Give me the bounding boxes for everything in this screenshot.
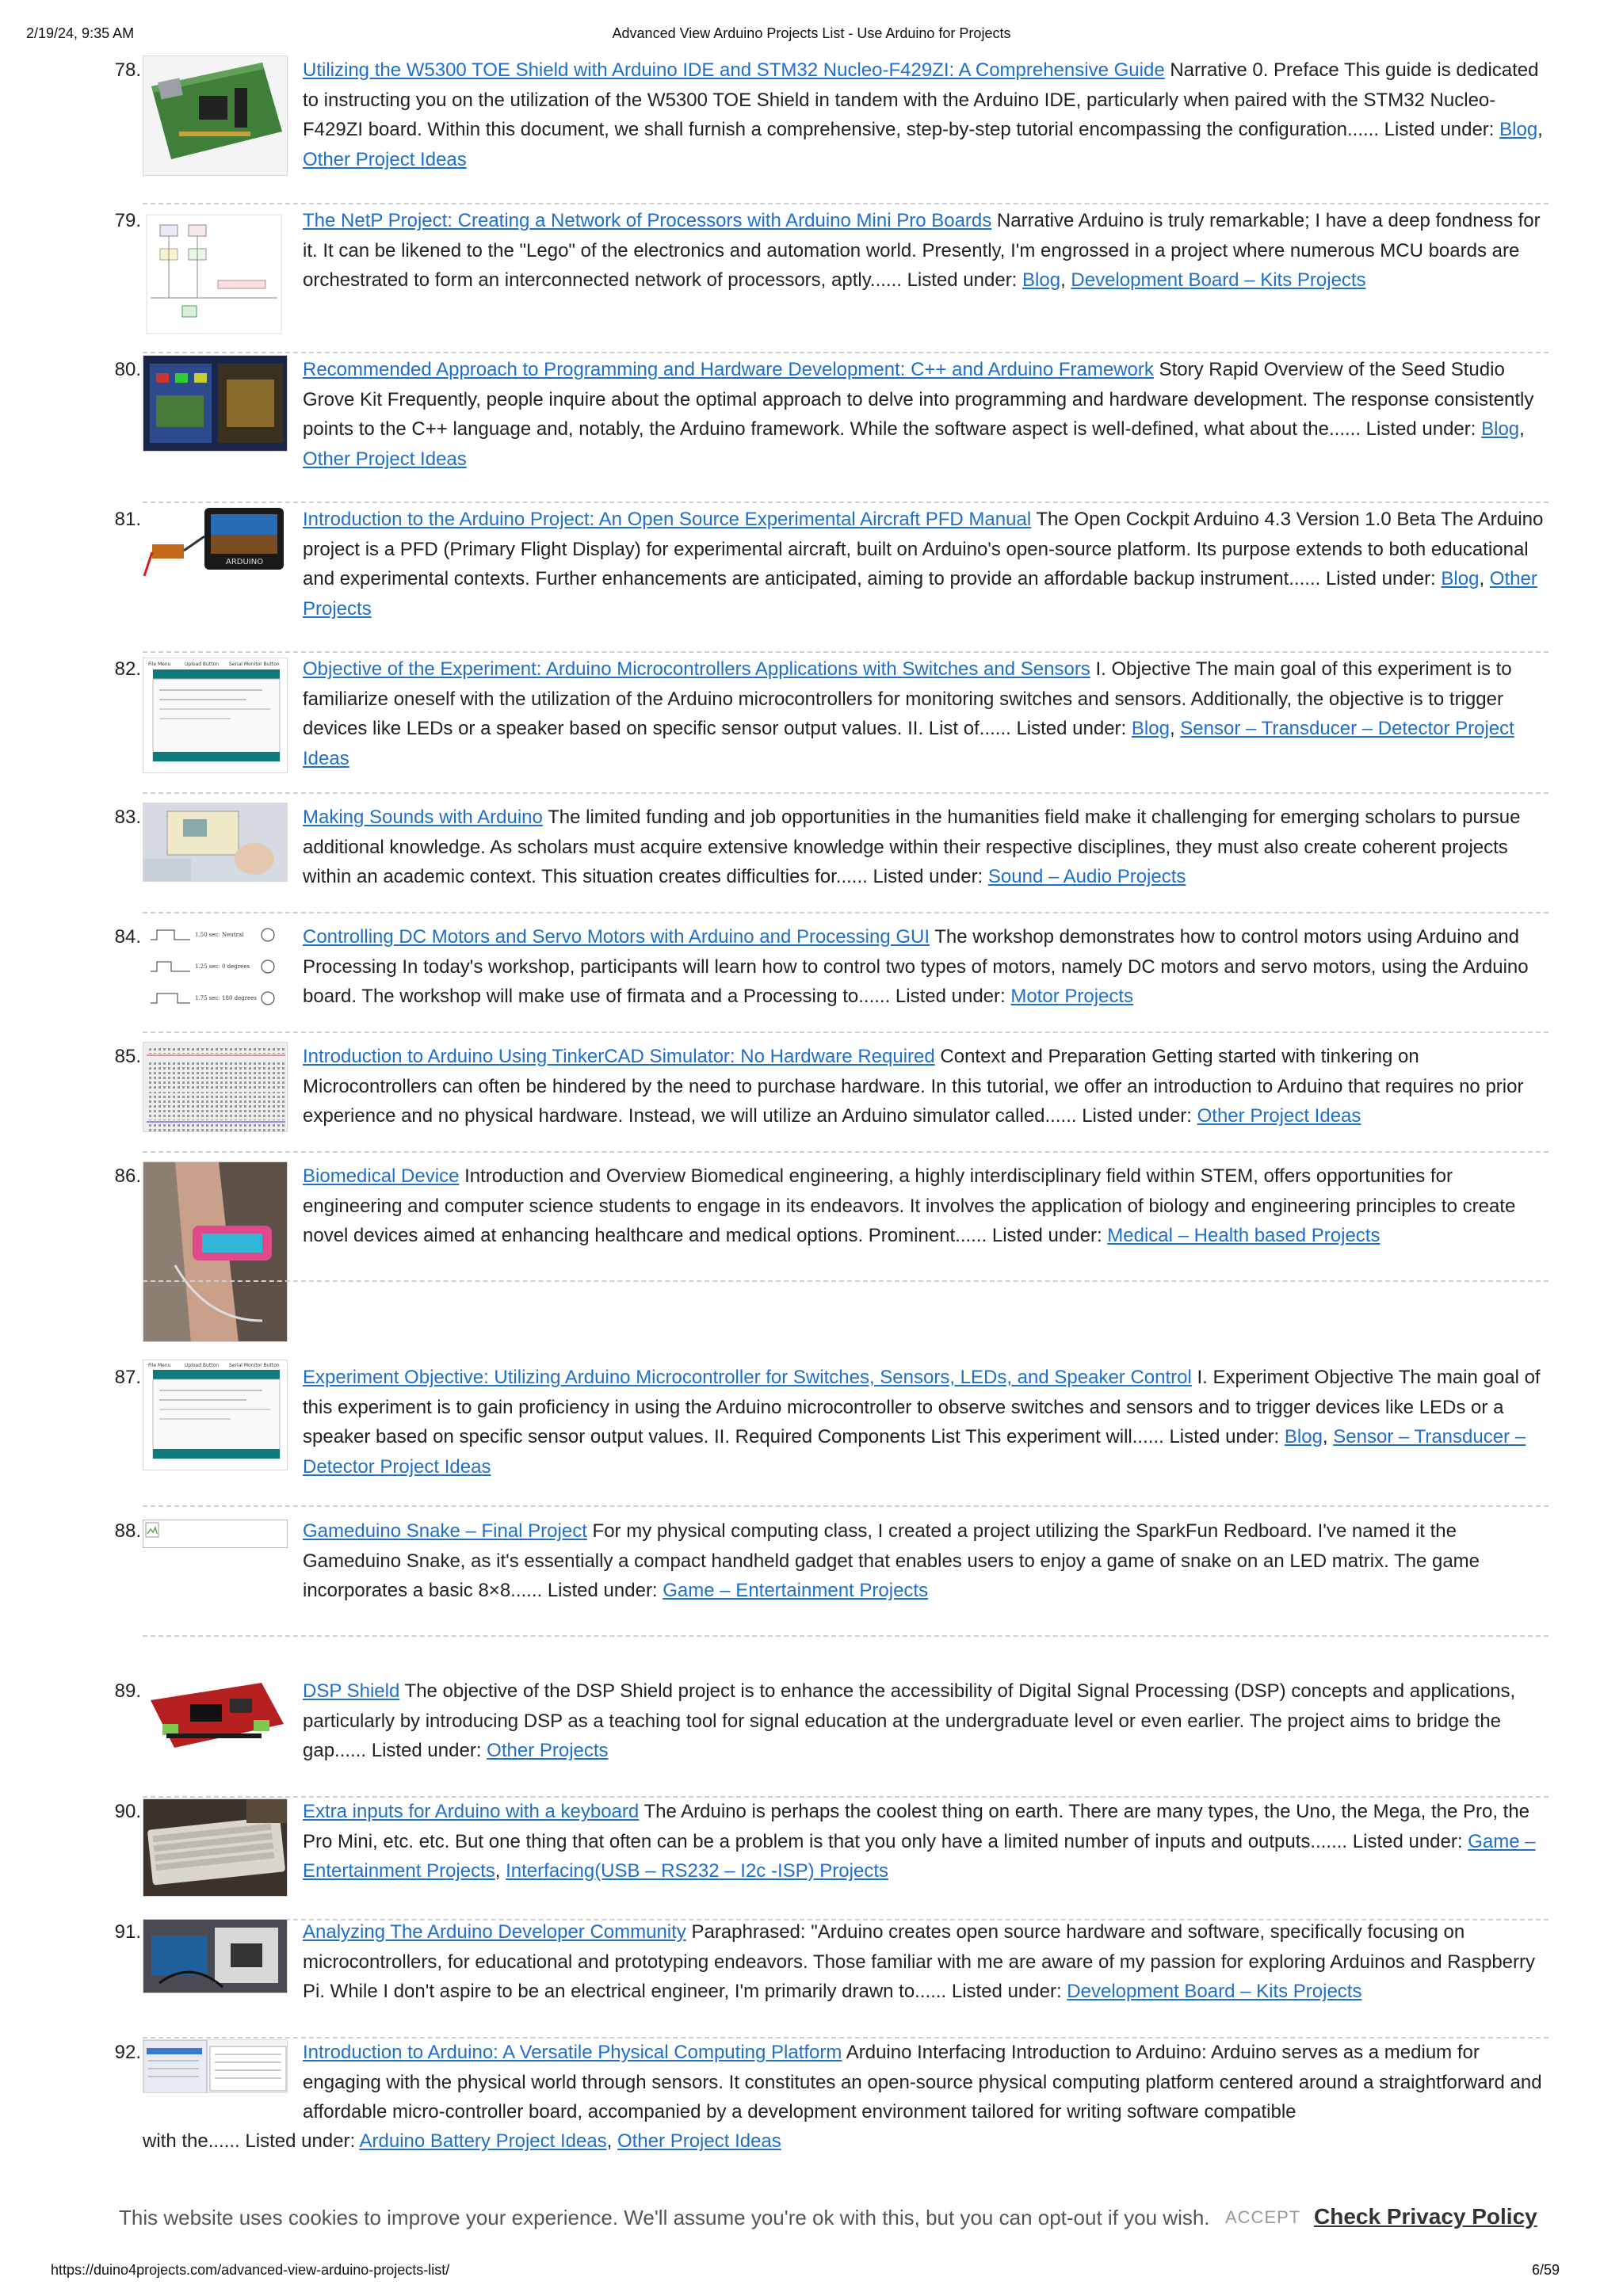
project-thumbnail[interactable] bbox=[143, 55, 288, 176]
ide-upload-label: Upload Button bbox=[185, 662, 220, 667]
divider bbox=[143, 912, 1549, 913]
item-description: I. Objective The main goal of this experiment is to familiarize oneself with the utilization of the Arduino microcontrollers for monitoring switches and sensors. Additionally, the objective is to trigger devices like LEDs or a speaker based on specific sensor output values. II. List of...... Listed under: bbox=[303, 658, 1512, 739]
item-number: 91. bbox=[114, 1921, 141, 1943]
project-thumbnail[interactable] bbox=[143, 2039, 288, 2093]
item-description: The objective of the DSP Shield project is to enhance the accessibility of Digital Signal Processing (DSP) concepts and applications, particularly by introducing DSP as a teaching tool for signal education at the undergraduate level or even earlier. The project aims to bridge the gap...... Listed under: bbox=[303, 1680, 1516, 1761]
category-link[interactable]: Interfacing(USB – RS232 – I2c -ISP) Projects bbox=[506, 1860, 888, 1882]
item-number: 83. bbox=[114, 807, 141, 828]
ide-serial-label: Serial Monitor Button bbox=[229, 1363, 280, 1368]
project-thumbnail[interactable] bbox=[143, 1798, 288, 1897]
project-title-link[interactable]: Recommended Approach to Programming and Hardware Development: C++ and Arduino Framework bbox=[303, 359, 1154, 380]
item-description: The workshop demonstrates how to control motors using Arduino and Processing In today's workshop, participants will learn how to control two types of motors, namely DC motors and servo motors, using the Arduino board. The workshop will make use of firmata and a Processing to...... Listed under: bbox=[303, 926, 1529, 1007]
print-page-title: Advanced View Arduino Projects List - Use Arduino for Projects bbox=[612, 25, 1011, 41]
project-thumbnail[interactable] bbox=[143, 922, 288, 1019]
category-link[interactable]: Blog bbox=[1481, 418, 1520, 440]
category-link[interactable]: Other Project Ideas bbox=[1197, 1105, 1361, 1127]
category-link[interactable]: Other Projects bbox=[303, 568, 1537, 620]
keyboard-image bbox=[143, 1799, 288, 1897]
ide-serial-label: Serial Monitor Button bbox=[229, 662, 280, 667]
category-link[interactable]: Development Board – Kits Projects bbox=[1071, 269, 1366, 291]
project-title-link[interactable]: Introduction to the Arduino Project: An Open Source Experimental Aircraft PFD Manual bbox=[303, 509, 1032, 530]
item-description: Story Rapid Overview of the Seed Studio Grove Kit Frequently, people inquire about the optimal approach to delve into programming and hardware development. The response consistently points to the C++ language and, notably, the Arduino framework. While the software aspect is well-defined, what about the...... Listed under: bbox=[303, 359, 1534, 440]
item-text bbox=[303, 1516, 1549, 1606]
divider bbox=[143, 1505, 1549, 1507]
item-description: Narrative Arduino is truly remarkable; I have a deep fondness for it. It can be likened to the "Lego" of the electronics and automation world. Presently, I'm engrossed in a project where numerous MCU boards are orchestrated to form an interconnected network of processors, aptly...... Listed under: bbox=[303, 210, 1541, 291]
item-text: Recommended Approach to Programming and Hardware Development: C++ and Arduino Framework Story Rapid Overview of the Seed Studio Grove Kit Frequently, people inquire about the optimal approach to delve into programming and hardware development. The response consistently points to the C++ language and, notably, the Arduino framework. While the software aspect is well-defined, what about the...... Listed under: Blog, Other Project Ideas bbox=[303, 359, 1534, 470]
project-thumbnail[interactable] bbox=[143, 1676, 288, 1751]
category-link[interactable]: Game – Entertainment Projects bbox=[303, 1830, 1536, 1882]
project-thumbnail[interactable] bbox=[143, 1360, 288, 1470]
project-title-link[interactable]: Making Sounds with Arduino bbox=[303, 807, 543, 828]
divider bbox=[143, 1635, 1549, 1637]
category-link[interactable]: Blog bbox=[1499, 119, 1538, 140]
item-description: I. Experiment Objective The main goal of this experiment is to gain proficiency in using the Arduino microcontroller to observe switches and sensors and to trigger devices like LEDs or a speaker based on specific sensor output values. II. Required Components List This experiment will...... Listed under: bbox=[303, 1367, 1541, 1447]
category-link[interactable]: Blog bbox=[1022, 269, 1061, 291]
cookie-banner bbox=[0, 2195, 1623, 2242]
item-text bbox=[303, 1042, 1549, 1131]
project-title-link[interactable]: Objective of the Experiment: Arduino Microcontrollers Applications with Switches and Sensors bbox=[303, 658, 1090, 680]
item-description: Introduction and Overview Biomedical engineering, a highly interdisciplinary field within STEM, offers opportunities for engineering and computer science students to engage in its endeavors. It involves the application of biology and engineering principles to create novel devices aimed at enhancing healthcare and medical options. Prominent...... Listed under: bbox=[303, 1165, 1516, 1246]
item-description-tail: with the...... Listed under: bbox=[143, 2130, 360, 2152]
item-text: Utilizing the W5300 TOE Shield with Arduino IDE and STM32 Nucleo-F429ZI: A Comprehensive Guide Narrative 0. Preface This guide is dedicated to instructing you on the utilization of the W5300 TOE Shield in tandem with the Arduino IDE, particularly when paired with the STM32 Nucleo-F429ZI board. Within this document, we shall furnish a comprehensive, step-by-step tutorial encompassing the configuration...... Listed under: Blog, Other Project Ideas bbox=[303, 59, 1543, 170]
category-link[interactable]: Development Board – Kits Projects bbox=[1067, 1981, 1362, 2002]
project-thumbnail[interactable] bbox=[143, 658, 288, 773]
category-link[interactable]: Medical – Health based Projects bbox=[1107, 1225, 1381, 1246]
item-number: 85. bbox=[114, 1046, 141, 1067]
cookie-accept-button[interactable]: ACCEPT bbox=[1225, 2207, 1301, 2227]
item-number: 92. bbox=[114, 2042, 141, 2063]
project-thumbnail[interactable] bbox=[143, 1161, 288, 1342]
print-footer bbox=[0, 2259, 1623, 2283]
item-text bbox=[303, 2038, 1549, 2127]
ide-upload-label: Upload Button bbox=[185, 1363, 220, 1368]
project-title-link[interactable]: Extra inputs for Arduino with a keyboard bbox=[303, 1801, 640, 1822]
divider bbox=[143, 1151, 1549, 1153]
item-description: For my physical computing class, I created a project utilizing the SparkFun Redboard. I've named it the Gameduino Snake, as it's essentially a compact handheld gadget that enables users to enjoy a game of snake on an LED matrix. The game incorporates a basic 8×8...... Listed under: bbox=[303, 1520, 1480, 1601]
item-text bbox=[303, 922, 1549, 1012]
item-text-continued: with the...... Listed under: Arduino Battery Project Ideas, Other Project Ideas bbox=[143, 2130, 781, 2152]
project-title-link[interactable]: Analyzing The Arduino Developer Community bbox=[303, 1921, 686, 1943]
divider bbox=[143, 352, 1549, 353]
print-header bbox=[0, 22, 1623, 46]
divider bbox=[143, 203, 1549, 204]
servo-timing-diagram bbox=[143, 922, 288, 1019]
item-text: Objective of the Experiment: Arduino Microcontrollers Applications with Switches and Sensors I. Objective The main goal of this experiment is to familiarize oneself with the utilization of the Arduino microcontrollers for monitoring switches and sensors. Additionally, the objective is to trigger devices like LEDs or a speaker based on specific sensor output values. II. List of...... Listed under: Blog, Sensor – Transducer – Detector Project Ideas bbox=[303, 658, 1514, 769]
item-number: 79. bbox=[114, 210, 141, 231]
item-number: 84. bbox=[114, 926, 141, 948]
item-text bbox=[303, 803, 1549, 892]
ide-file-menu-label: File Menu bbox=[148, 662, 171, 667]
broken-image-placeholder[interactable] bbox=[143, 1520, 288, 1548]
item-number: 90. bbox=[114, 1801, 141, 1822]
timing-label: 1.75 sec: 180 degrees bbox=[195, 995, 257, 1001]
project-title-link[interactable]: DSP Shield bbox=[303, 1680, 400, 1702]
project-thumbnail[interactable] bbox=[143, 211, 288, 339]
project-title-link[interactable]: Utilizing the W5300 TOE Shield with Arduino IDE and STM32 Nucleo-F429ZI: A Comprehensive Guide bbox=[303, 59, 1165, 81]
page-url: https://duino4projects.com/advanced-view-arduino-projects-list/ bbox=[51, 2262, 450, 2278]
item-number: 89. bbox=[114, 1680, 141, 1702]
item-text: Introduction to the Arduino Project: An Open Source Experimental Aircraft PFD Manual The Open Cockpit Arduino 4.3 Version 1.0 Beta The Arduino project is a PFD (Primary Flight Display) for experimental aircraft, built on Arduino's open-source platform. Its purpose extends to both educational and experimental contexts. Further enhancements are anticipated, aiming to provide an affordable backup instrument...... Listed under: Blog, Other Projects bbox=[303, 509, 1544, 620]
item-number: 88. bbox=[114, 1520, 141, 1542]
project-title-link[interactable]: The NetP Project: Creating a Network of Processors with Arduino Mini Pro Boards bbox=[303, 210, 992, 231]
category-link[interactable]: Arduino Battery Project Ideas bbox=[359, 2130, 607, 2152]
item-description: The Open Cockpit Arduino 4.3 Version 1.0 Beta The Arduino project is a PFD (Primary Flight Display) for experimental aircraft, built on Arduino's open-source platform. Its purpose extends to both educational and experimental contexts. Further enhancements are anticipated, aiming to provide an affordable backup instrument...... Listed under: bbox=[303, 509, 1544, 589]
category-link[interactable]: Sound – Audio Projects bbox=[987, 866, 1186, 887]
item-number: 80. bbox=[114, 359, 141, 380]
item-text: Extra inputs for Arduino with a keyboard The Arduino is perhaps the coolest thing on earth. There are many types, the Uno, the Mega, the Pro, the Pro Mini, etc. etc. But one thing that often can be a problem is that you only have a limited number of inputs and outputs....... Listed under: Game – Entertainment Projects, Interfacing(USB – RS232 – I2c -ISP) Projects bbox=[303, 1801, 1536, 1882]
print-datetime: 2/19/24, 9:35 AM bbox=[26, 25, 135, 41]
category-link[interactable]: Other Projects bbox=[487, 1740, 609, 1761]
project-title-link[interactable]: Gameduino Snake – Final Project bbox=[303, 1520, 587, 1542]
board-image bbox=[143, 56, 288, 176]
project-title-link[interactable]: Introduction to Arduino: A Versatile Physical Computing Platform bbox=[303, 2042, 842, 2063]
category-link[interactable]: Blog bbox=[1441, 568, 1480, 589]
divider bbox=[143, 651, 1549, 653]
category-link[interactable]: Blog bbox=[1131, 718, 1170, 739]
privacy-policy-link[interactable]: Check Privacy Policy bbox=[1314, 2204, 1537, 2229]
broken-image-icon bbox=[143, 1520, 288, 1548]
item-text: The NetP Project: Creating a Network of Processors with Arduino Mini Pro Boards Narrative Arduino is truly remarkable; I have a deep fondness for it. It can be likened to the "Lego" of the electronics and automation world. Presently, I'm engrossed in a project where numerous MCU boards are orchestrated to form an interconnected network of processors, aptly...... Listed under: Blog, Development Board – Kits Projects bbox=[303, 210, 1541, 291]
timing-label: 1.50 sec: Neutral bbox=[195, 932, 244, 938]
item-text bbox=[303, 1161, 1549, 1251]
timing-label: 1.25 sec: 0 degrees bbox=[195, 963, 250, 970]
project-thumbnail[interactable] bbox=[143, 355, 288, 452]
divider bbox=[143, 502, 1549, 503]
project-thumbnail[interactable] bbox=[143, 505, 288, 581]
project-thumbnail[interactable] bbox=[143, 1919, 288, 1993]
item-number: 82. bbox=[114, 658, 141, 680]
pfd-display-image bbox=[143, 505, 288, 581]
category-link[interactable]: Blog bbox=[1284, 1426, 1323, 1447]
item-number: 81. bbox=[114, 509, 141, 530]
item-description: Arduino Interfacing Introduction to Arduino: Arduino serves as a medium for engaging with the physical world through sensors. It constitutes an open-source physical computing platform centered around a straightforward and affordable micro-controller board, accompanied by a development environment tailored for writing software compatible bbox=[303, 2042, 1542, 2122]
category-link[interactable]: Other Project Ideas bbox=[303, 448, 467, 470]
project-thumbnail[interactable] bbox=[143, 803, 288, 882]
item-description: Paraphrased: "Arduino creates open source hardware and software, specifically focusing on microcontrollers, for educational and prototyping endeavors. Those familiar with me are aware of my passion for exploring Arduinos and Raspberry Pi. While I don't aspire to be an electrical engineer, I'm primarily drawn to...... Listed under: bbox=[303, 1921, 1536, 2002]
item-text: Experiment Objective: Utilizing Arduino Microcontroller for Switches, Sensors, LEDs, and Speaker Control I. Experiment Objective The main goal of this experiment is to gain proficiency in using the Arduino microcontroller to observe switches and sensors and to trigger devices like LEDs or a speaker based on specific sensor output values. II. Required Components List This experiment will...... Listed under: Blog, Sensor – Transducer – Detector Project Ideas bbox=[303, 1367, 1541, 1478]
category-link[interactable]: Game – Entertainment Projects bbox=[663, 1580, 929, 1601]
cookie-message: This website uses cookies to improve your experience. We'll assume you're ok with this, but you can opt-out if you wish. bbox=[119, 2206, 1210, 2229]
arduino-community-image bbox=[143, 1920, 288, 1993]
item-description: The Arduino is perhaps the coolest thing on earth. There are many types, the Uno, the Mega, the Pro, the Pro Mini, etc. etc. But one thing that often can be a problem is that you only have a limited number of inputs and outputs....... Listed under: bbox=[303, 1801, 1530, 1852]
item-description: Narrative 0. Preface This guide is dedicated to instructing you on the utilization of the W5300 TOE Shield in tandem with the Arduino IDE, particularly when paired with the STM32 Nucleo-F429ZI board. Within this document, we shall furnish a comprehensive, step-by-step tutorial encompassing the configuration...... Listed under: bbox=[303, 59, 1539, 140]
sound-project-image bbox=[143, 803, 288, 882]
item-number: 86. bbox=[114, 1165, 141, 1187]
ide-file-menu-label: File Menu bbox=[148, 1363, 171, 1368]
biomedical-wrist-device-image bbox=[143, 1162, 288, 1342]
network-diagram-image bbox=[143, 211, 288, 339]
project-thumbnail[interactable] bbox=[143, 1042, 288, 1132]
item-number: 87. bbox=[114, 1367, 141, 1388]
category-link[interactable]: Sensor – Transducer – Detector Project Ideas bbox=[303, 1426, 1526, 1478]
category-link[interactable]: Other Project Ideas bbox=[617, 2130, 781, 2152]
dsp-shield-image bbox=[143, 1676, 288, 1751]
item-description: Context and Preparation Getting started with tinkering on Microcontrollers can often be hindered by the need to purchase hardware. In this tutorial, we offer an introduction to Arduino that requires no prior experience and no physical hardware. Instead, we will utilize an Arduino simulator called...... Listed under: bbox=[303, 1046, 1524, 1127]
item-description: The limited funding and job opportunities in the humanities field make it challenging for emerging scholars to pursue additional knowledge. As scholars must acquire extensive knowledge within their respective disciplines, they must also create coherent projects within an academic context. This situation creates difficulties for...... Listed under: bbox=[303, 807, 1521, 887]
category-link[interactable]: Other Project Ideas bbox=[303, 148, 467, 170]
item-text bbox=[303, 1676, 1549, 1766]
arduino-menu-screenshot bbox=[143, 2040, 288, 2093]
project-title-link[interactable]: Introduction to Arduino Using TinkerCAD Simulator: No Hardware Required bbox=[303, 1046, 935, 1067]
arduino-ide-screenshot bbox=[143, 1360, 288, 1470]
brand-label: ARDUINO bbox=[226, 558, 264, 566]
project-title-link[interactable]: Experiment Objective: Utilizing Arduino Microcontroller for Switches, Sensors, LEDs, and Speaker Control bbox=[303, 1367, 1192, 1388]
page-number: 6/59 bbox=[1531, 2262, 1560, 2278]
project-title-link[interactable]: Controlling DC Motors and Servo Motors with Arduino and Processing GUI bbox=[303, 926, 930, 948]
category-link[interactable]: Motor Projects bbox=[1010, 986, 1134, 1007]
divider bbox=[143, 1280, 1549, 1282]
divider bbox=[143, 1032, 1549, 1033]
project-title-link[interactable]: Biomedical Device bbox=[303, 1165, 460, 1187]
item-text bbox=[303, 1917, 1549, 2007]
grove-kit-image bbox=[143, 356, 288, 452]
category-link[interactable]: Sensor – Transducer – Detector Project Ideas bbox=[303, 718, 1514, 769]
breadboard-image bbox=[143, 1043, 288, 1132]
arduino-ide-screenshot bbox=[143, 658, 288, 773]
divider bbox=[143, 792, 1549, 794]
item-number: 78. bbox=[114, 59, 141, 81]
